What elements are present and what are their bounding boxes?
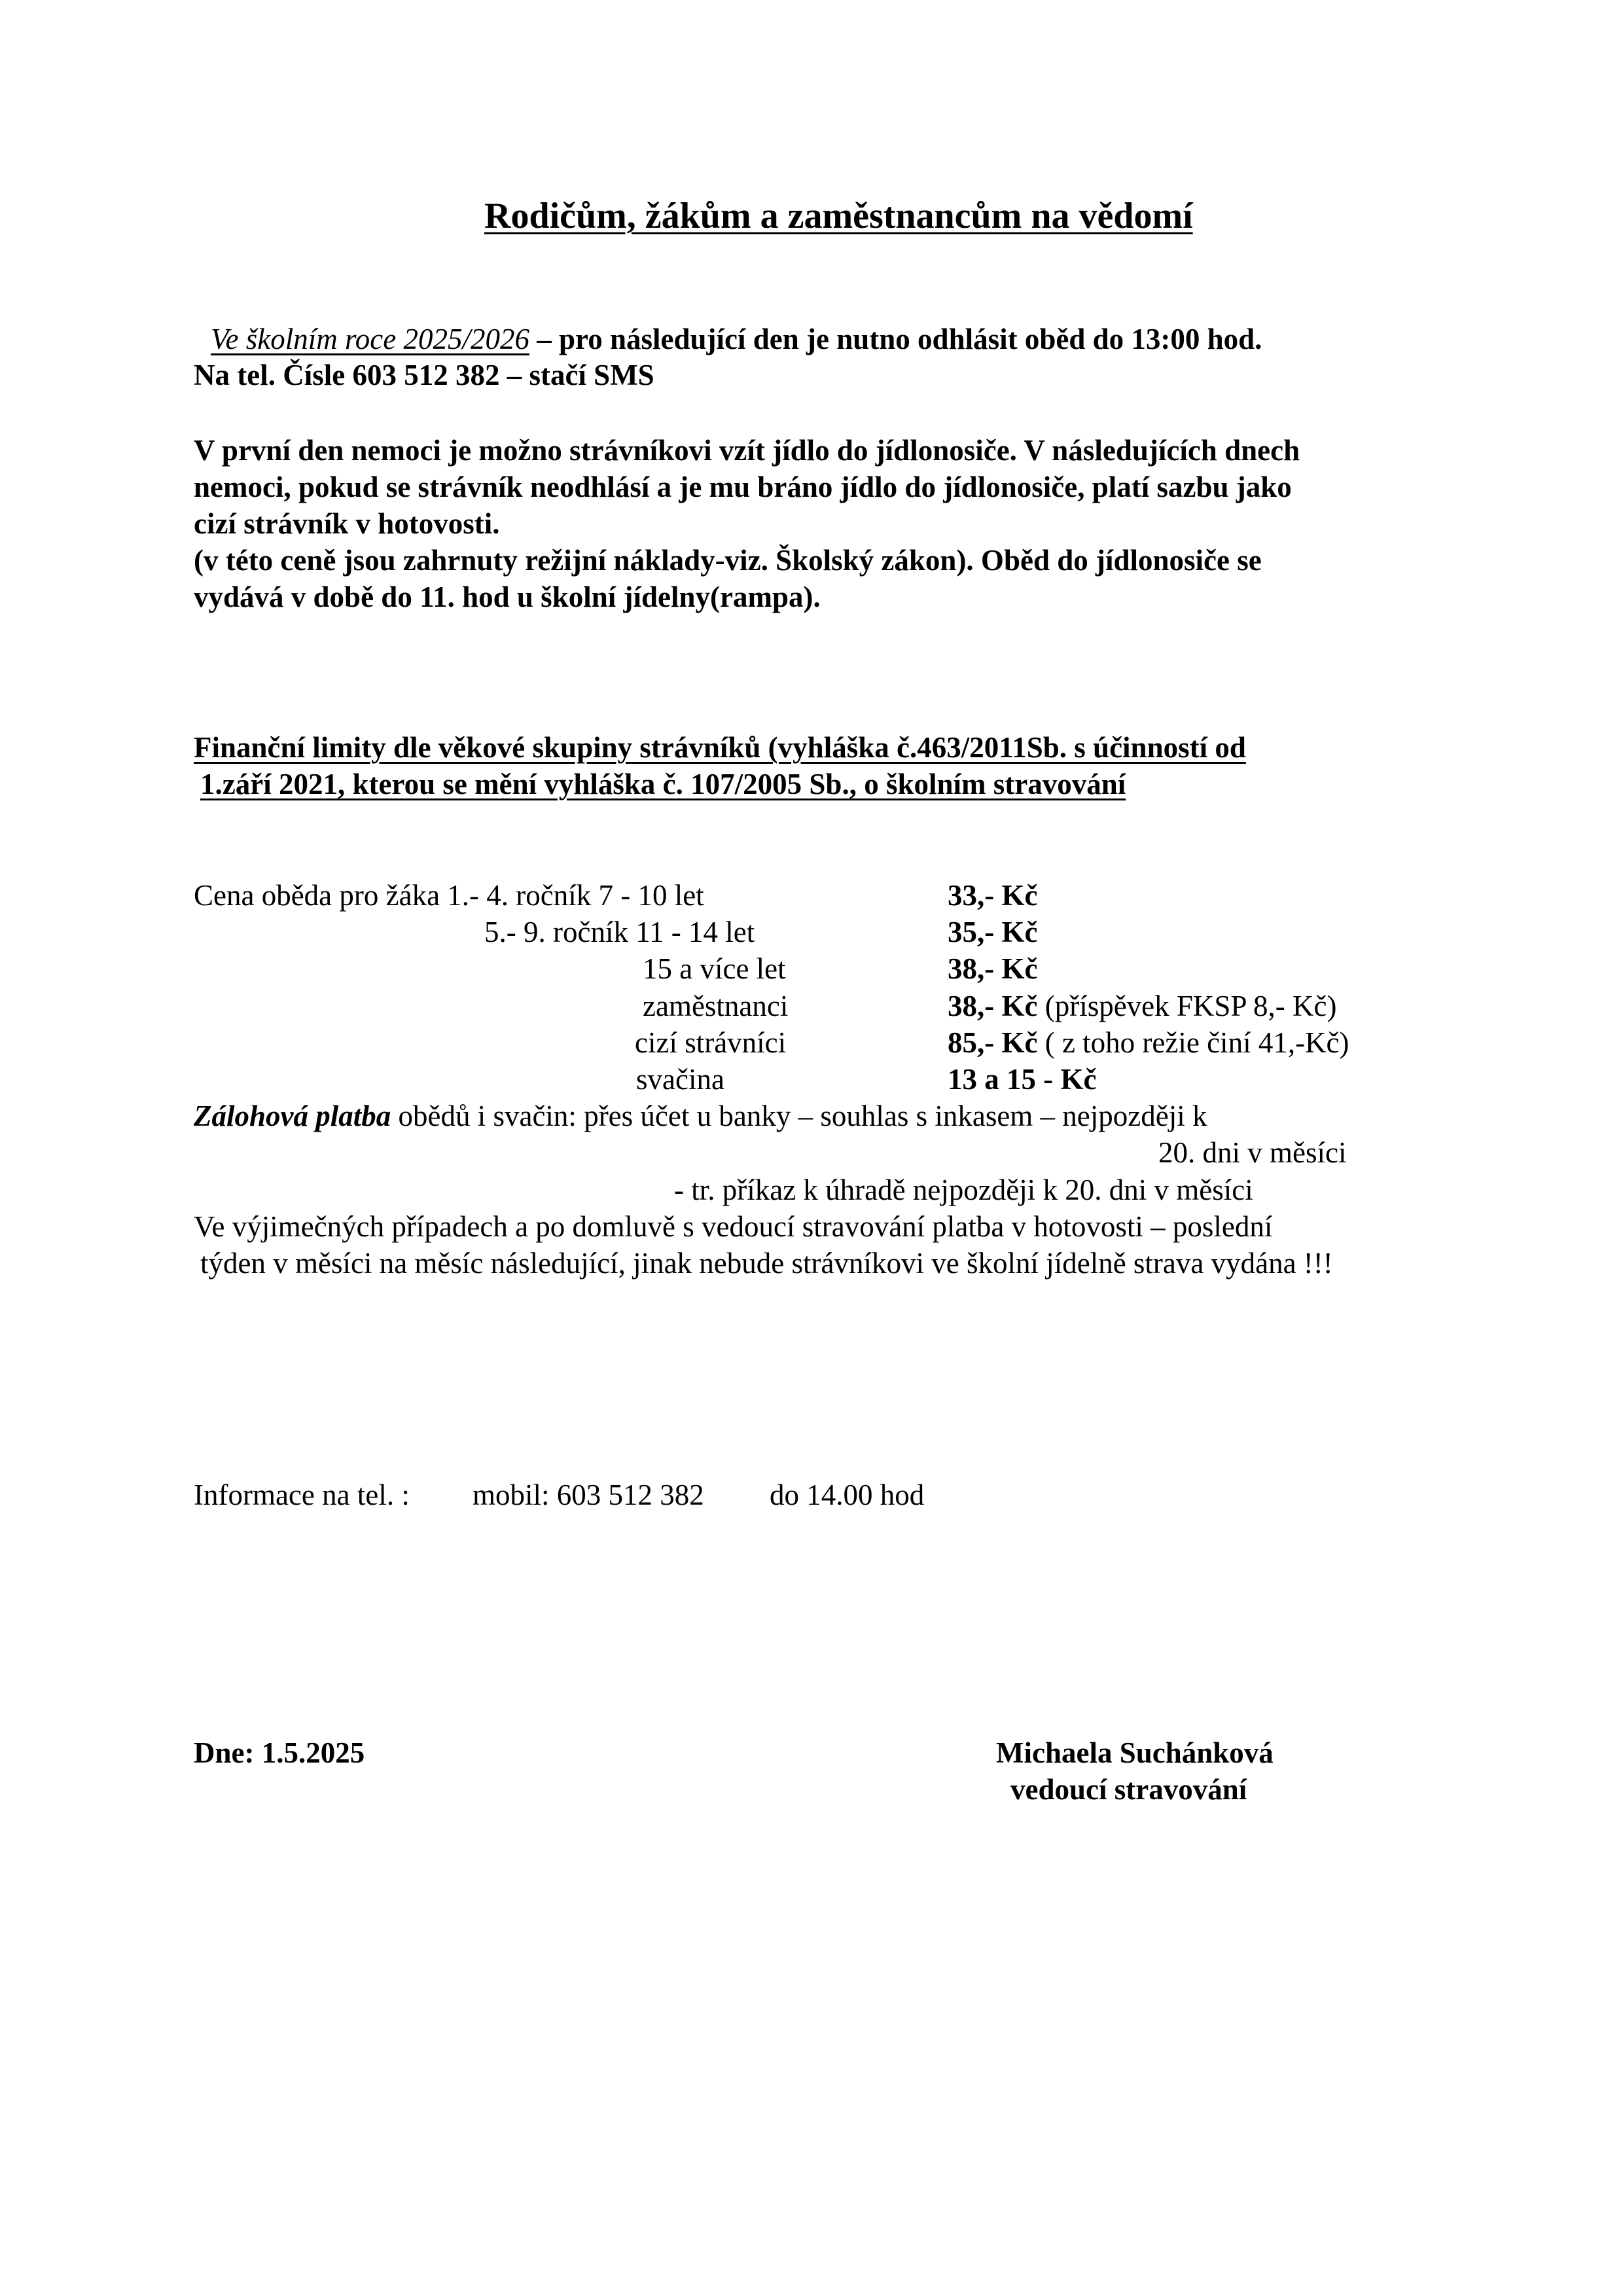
price-row-4-value-group [948,988,1337,1024]
sick-line-2: nemoci, pokud se strávník neodhlásí a je mu bráno jídlo do jídlonosiče, platí sazbu jako [194,471,1292,503]
price-row-4-note: (příspěvek FKSP 8,- Kč) [1044,990,1337,1022]
price-row-1-label: Cena oběda pro žáka 1.- 4. ročník 7 - 10 let [194,879,704,912]
payment-line-3: - tr. příkaz k úhradě nejpozději k 20. dni v měsíci [674,1174,1253,1206]
limits-heading-line-2: 1.září 2021, kterou se mění vyhláška č. 107/2005 Sb., o školním stravování [200,768,1126,800]
page-title: Rodičům, žákům a zaměstnancům na vědomí [484,196,1193,236]
school-year-label: Ve školním roce 2025/2026 [211,323,530,355]
payment-line-1-text: obědů i svačin: přes účet u banky – souhlas s inkasem – nejpozději k [398,1100,1207,1132]
intro-line-1 [211,321,1262,357]
sick-line-5: vydává v době do 11. hod u školní jídelny(rampa). [194,581,821,613]
intro-deadline-text: – pro následující den je nutno odhlásit oběd do 13:00 hod. [537,323,1262,355]
payment-line-2: 20. dni v měsíci [1158,1136,1347,1169]
price-row-3-label: 15 a více let [643,952,786,985]
contact-label: Informace na tel. : [194,1479,410,1511]
price-row-2-value: 35,- Kč [948,916,1038,948]
price-row-2-label: 5.- 9. ročník 11 - 14 let [484,916,755,948]
payment-line-1 [194,1098,1207,1134]
price-row-4-label: zaměstnanci [643,990,789,1022]
price-row-4-value: 38,- Kč [948,990,1038,1022]
document-date: Dne: 1.5.2025 [194,1736,365,1769]
limits-heading-line-1: Finanční limity dle věkové skupiny strávníků (vyhláška č.463/2011Sb. s účinností od [194,731,1246,764]
price-row-5-value: 85,- Kč [948,1026,1038,1059]
signatory-name: Michaela Suchánková [996,1736,1274,1769]
price-row-6-label: svačina [636,1063,724,1096]
intro-line-2: Na tel. Čísle 603 512 382 – stačí SMS [194,359,654,391]
sick-line-4: (v této ceně jsou zahrnuty režijní náklady-viz. Školský zákon). Oběd do jídlonosiče se [194,544,1262,577]
price-row-5-label: cizí strávníci [635,1026,787,1059]
price-row-1-value: 33,- Kč [948,879,1038,912]
price-row-6-value: 13 a 15 - Kč [948,1063,1097,1096]
price-row-3-value: 38,- Kč [948,952,1038,985]
price-row-5-note: ( z toho režie činí 41,-Kč) [1044,1026,1349,1059]
signatory-role: vedoucí stravování [1010,1773,1247,1806]
price-row-5-value-group [948,1024,1349,1061]
payment-line-5: týden v měsíci na měsíc následující, jinak nebude strávníkovi ve školní jídelně strava vydána !!! [200,1247,1333,1280]
payment-line-4: Ve výjimečných případech a po domluvě s vedoucí stravování platba v hotovosti – poslední [194,1210,1273,1243]
sick-line-1: V první den nemoci je možno strávníkovi vzít jídlo do jídlonosiče. V následujících dnech [194,434,1300,467]
contact-mobile: mobil: 603 512 382 [473,1479,704,1511]
contact-hours: do 14.00 hod [770,1479,925,1511]
payment-label: Zálohová platba [194,1100,391,1132]
sick-line-3: cizí strávník v hotovosti. [194,507,500,540]
